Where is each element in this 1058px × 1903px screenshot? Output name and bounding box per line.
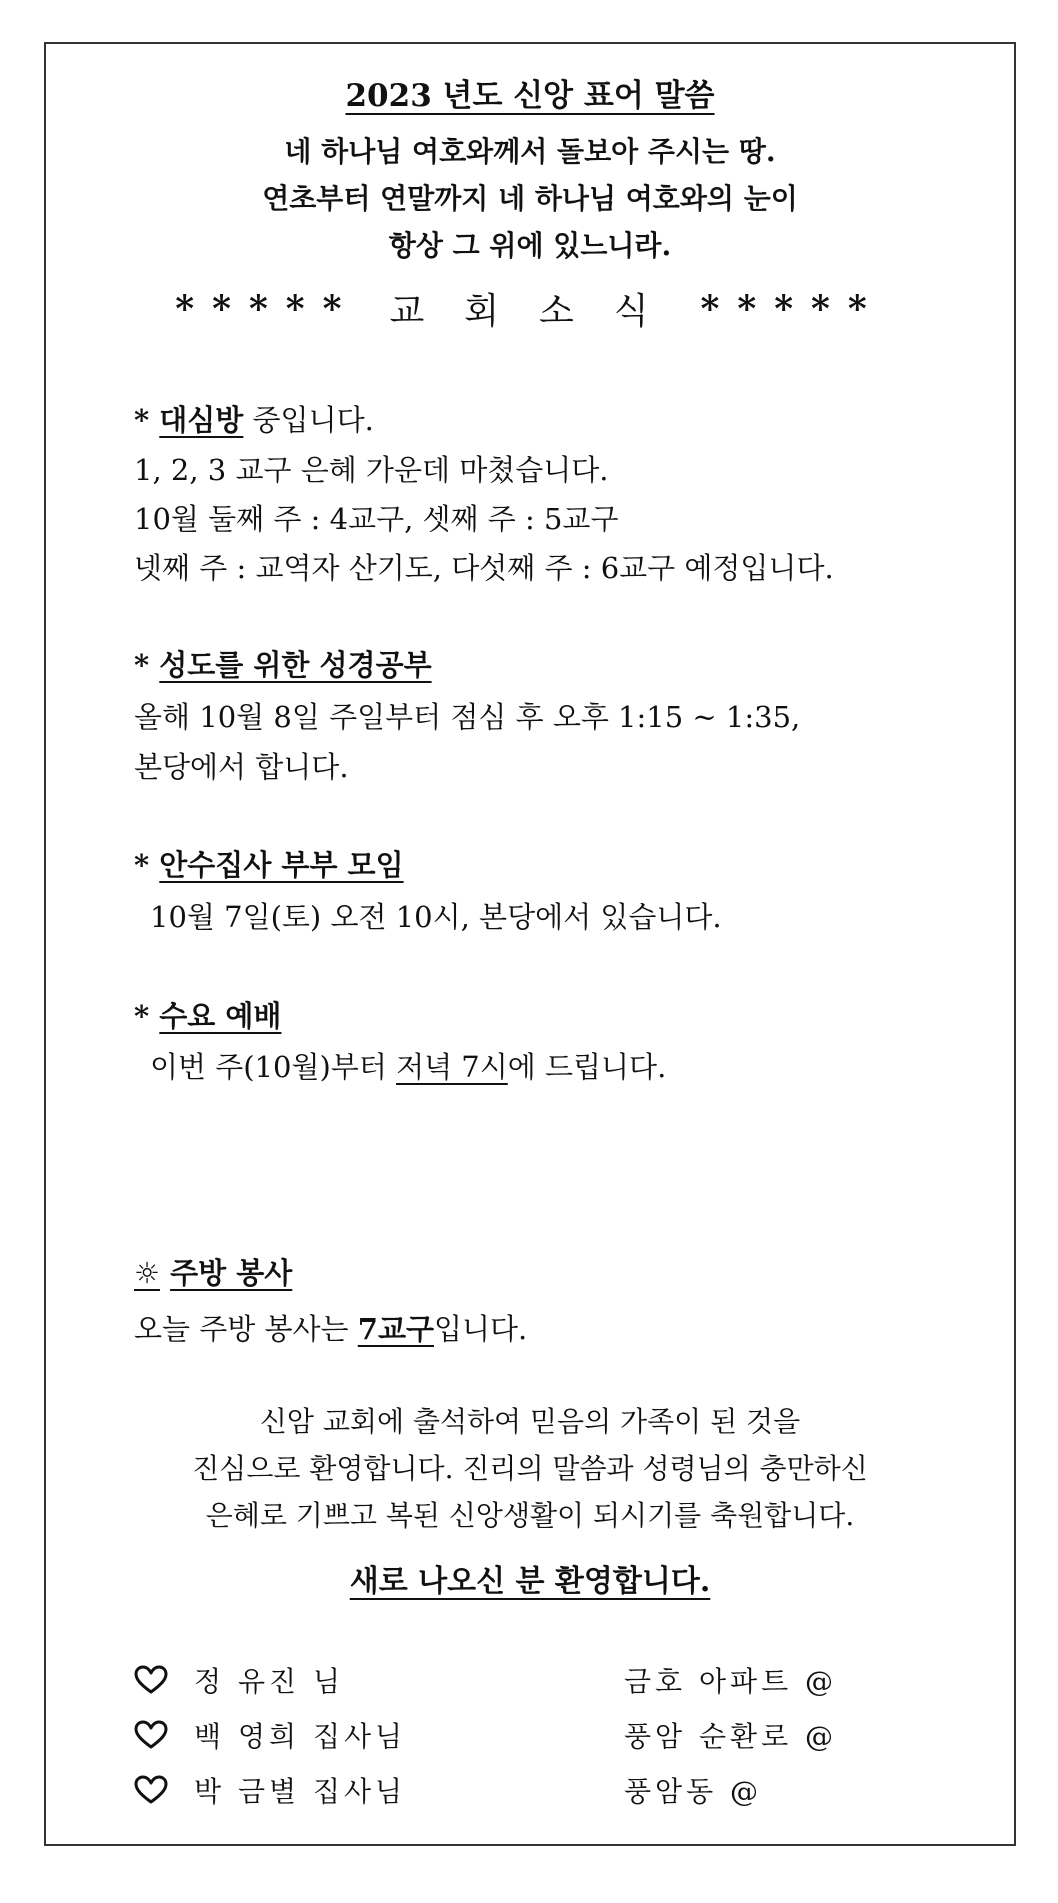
section-visitation-suffix: 중입니다. <box>243 403 374 437</box>
section-deacons-heading <box>134 843 404 884</box>
sun-icon: ☼ <box>134 1256 160 1290</box>
welcome-paragraph-line-1: 신암 교회에 출석하여 믿음의 가족이 된 것을 <box>259 1405 801 1438</box>
member-address: 풍암동 @ <box>624 1775 763 1808</box>
kitchen-line-1 <box>134 1307 527 1348</box>
section-bible-study-title: 성도를 위한 성경공부 <box>159 648 432 682</box>
section-kitchen-title: 주방 봉사 <box>170 1256 293 1290</box>
bullet-star: * <box>134 848 150 882</box>
kitchen-prefix: 오늘 주방 봉사는 <box>134 1312 358 1346</box>
member-name: 정 유진 님 <box>194 1665 344 1698</box>
visitation-line-3: 넷째 주 : 교역자 산기도, 다섯째 주 : 6교구 예정입니다. <box>134 551 834 585</box>
deacons-line-1: 10월 7일(토) 오전 10시, 본당에서 있습니다. <box>150 900 722 934</box>
bullet-star: * <box>134 648 150 682</box>
section-kitchen-heading <box>134 1251 292 1292</box>
member-address: 풍암 순환로 @ <box>624 1720 838 1753</box>
heart-icon <box>134 1775 168 1805</box>
member-name: 백 영희 집사님 <box>194 1720 407 1753</box>
banner-stars-left: ***** <box>175 287 360 330</box>
member-name: 박 금별 집사님 <box>194 1775 407 1808</box>
visitation-line-1: 1, 2, 3 교구 은혜 가운데 마쳤습니다. <box>134 453 609 487</box>
visitation-line-2: 10월 둘째 주 : 4교구, 셋째 주 : 5교구 <box>134 502 619 536</box>
member-row <box>134 1715 874 1755</box>
section-visitation-heading <box>134 398 374 439</box>
section-wednesday-title: 수요 예배 <box>159 999 282 1033</box>
section-visitation-title: 대심방 <box>159 403 244 437</box>
wednesday-time: 저녁 7시 <box>396 1050 508 1084</box>
section-bible-study-heading <box>134 643 432 684</box>
wednesday-line-1 <box>150 1045 666 1086</box>
kitchen-district: 7교구 <box>357 1312 434 1346</box>
verse-line-3: 항상 그 위에 있느니라. <box>388 229 672 262</box>
member-row <box>134 1770 874 1810</box>
wednesday-prefix: 이번 주(10월)부터 <box>150 1050 397 1084</box>
heart-icon <box>134 1665 168 1695</box>
banner-stars-right: ***** <box>700 287 885 330</box>
bullet-star: * <box>134 403 150 437</box>
wednesday-suffix: 에 드립니다. <box>507 1050 667 1084</box>
bible-study-line-1: 올해 10월 8일 주일부터 점심 후 오후 1:15 ~ 1:35, <box>134 700 801 734</box>
welcome-paragraph-line-2: 진심으로 환영합니다. 진리의 말씀과 성령님의 충만하신 <box>192 1452 868 1485</box>
banner-label: 교회소식 <box>389 291 689 332</box>
verse-line-2: 연초부터 연말까지 네 하나님 여호와의 눈이 <box>262 182 798 215</box>
welcome-paragraph-line-3: 은혜로 기쁘고 복된 신앙생활이 되시기를 축원합니다. <box>205 1499 855 1532</box>
church-news-banner <box>44 283 1016 334</box>
welcome-title: 새로 나오신 분 환영합니다. <box>349 1564 711 1599</box>
member-row <box>134 1660 874 1700</box>
verse-line-1: 네 하나님 여호와께서 돌보아 주시는 땅. <box>284 135 776 168</box>
bible-study-line-2: 본당에서 합니다. <box>134 750 349 784</box>
heart-icon <box>134 1720 168 1750</box>
section-wednesday-heading <box>134 994 281 1035</box>
kitchen-suffix: 입니다. <box>433 1312 528 1346</box>
bullet-star: * <box>134 999 150 1033</box>
member-address: 금호 아파트 @ <box>624 1665 838 1698</box>
section-deacons-title: 안수집사 부부 모임 <box>159 848 404 882</box>
page-title: 2023 년도 신앙 표어 말씀 <box>345 78 715 114</box>
